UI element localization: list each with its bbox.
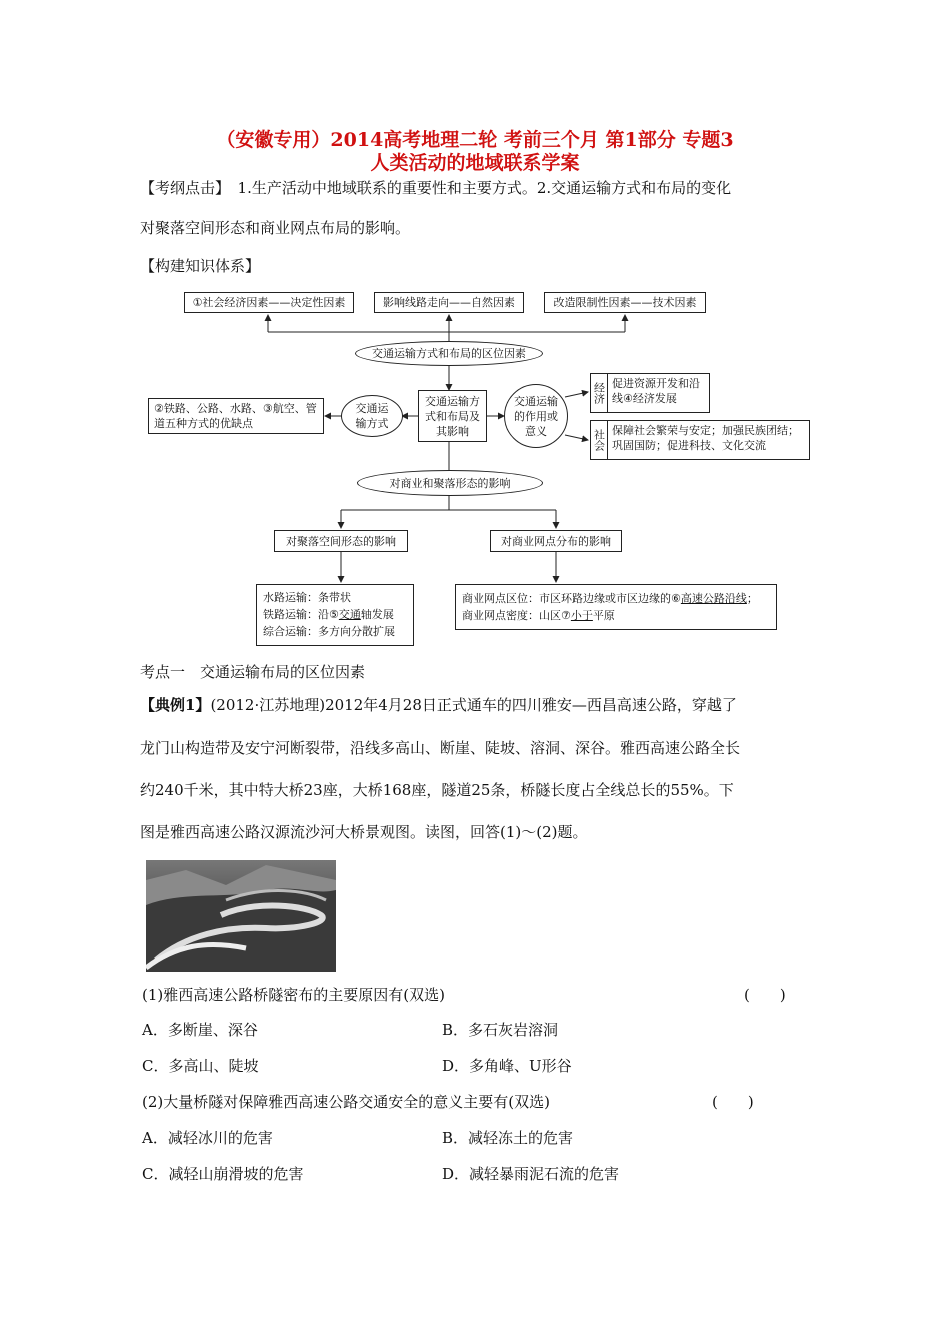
outline-line2: 对聚落空间形态和商业网点布局的影响。 bbox=[140, 219, 411, 237]
commerce-density-prefix: 商业网点密度：山区⑦ bbox=[462, 609, 571, 622]
factor-social-economic: ①社会经济因素——决定性因素 bbox=[184, 292, 354, 313]
economic-text: 促进资源开发和沿线④经济发展 bbox=[612, 377, 700, 405]
oval-commerce-settlement: 对商业和聚落形态的影响 bbox=[357, 470, 543, 496]
example-line3: 约240千米，其中特大桥23座，大桥168座，隧道25条，桥隧长度占全线总长的55%。下 bbox=[140, 781, 734, 799]
knowledge-label: 【构建知识体系】 bbox=[140, 257, 261, 275]
oval-location-factors: 交通运输方式和布局的区位因素 bbox=[355, 341, 543, 366]
settlement-impact-box: 对聚落空间形态的影响 bbox=[274, 530, 408, 552]
question2-option-c[interactable]: C．减轻山崩滑坡的危害 bbox=[142, 1165, 304, 1183]
economic-tag: 经济 bbox=[591, 374, 608, 412]
commerce-detail-box bbox=[455, 584, 777, 630]
question1-option-c[interactable]: C．多高山、陡坡 bbox=[142, 1057, 259, 1075]
commerce-location bbox=[462, 590, 770, 607]
transport-modes-box: ②铁路、公路、水路、③航空、管道五种方式的优缺点 bbox=[148, 398, 324, 434]
settlement-rail bbox=[263, 606, 407, 623]
economic-box bbox=[590, 373, 710, 413]
question2-option-b[interactable]: B．减轻冻土的危害 bbox=[442, 1129, 574, 1147]
social-text: 保障社会繁荣与安定；加强民族团结；巩固国防；促进科技、文化交流 bbox=[612, 424, 799, 452]
example-line4: 图是雅西高速公路汉源流沙河大桥景观图。读图，回答(1)～(2)题。 bbox=[140, 823, 588, 841]
example-text1: (2012·江苏地理)2012年4月28日正式通车的四川雅安—西昌高速公路，穿越了 bbox=[210, 696, 737, 714]
outline-text1: 1.生产活动中地域联系的重要性和主要方式。2.交通运输方式和布局的变化 bbox=[237, 179, 732, 197]
center-box: 交通运输方式和布局及其影响 bbox=[418, 390, 487, 442]
section-heading: 考点一 交通运输布局的区位因素 bbox=[140, 663, 366, 681]
commerce-density-answer: 小于 bbox=[570, 609, 593, 622]
oval-transport-modes: 交通运输方式 bbox=[341, 395, 403, 437]
factor-natural: 影响线路走向——自然因素 bbox=[374, 292, 524, 313]
outline-label: 【考纲点击】 bbox=[140, 179, 223, 197]
oval-transport-role: 交通运输的作用或意义 bbox=[504, 384, 568, 448]
document-title-line1: （安徽专用）2014高考地理二轮 考前三个月 第1部分 专题3 bbox=[216, 129, 734, 151]
social-tag: 社会 bbox=[591, 421, 608, 459]
settlement-rail-prefix: 铁路运输：沿⑤ bbox=[263, 608, 339, 621]
settlement-water: 水路运输：条带状 bbox=[263, 591, 351, 604]
settlement-combined: 综合运输：多方向分散扩展 bbox=[263, 625, 395, 638]
example-label: 【典例1】 bbox=[140, 696, 211, 714]
question2-answer-bracket[interactable]: ( ) bbox=[712, 1093, 754, 1111]
commerce-density bbox=[462, 607, 770, 624]
question1-answer-bracket[interactable]: ( ) bbox=[744, 986, 786, 1004]
example-line1 bbox=[140, 695, 820, 715]
settlement-rail-suffix: 轴发展 bbox=[360, 608, 394, 621]
commerce-location-prefix: 商业网点区位：市区环路边缘或市区边缘的⑥ bbox=[462, 592, 681, 605]
commerce-location-answer: 高速公路沿线 bbox=[680, 592, 747, 605]
highway-bridge-photo bbox=[146, 860, 336, 972]
settlement-rail-answer: 交通 bbox=[338, 608, 361, 621]
commerce-impact-box: 对商业网点分布的影响 bbox=[490, 530, 622, 552]
question1-option-d[interactable]: D．多角峰、U形谷 bbox=[442, 1057, 572, 1075]
commerce-density-suffix: 平原 bbox=[592, 609, 615, 622]
question1-option-b[interactable]: B．多石灰岩溶洞 bbox=[442, 1021, 559, 1039]
settlement-detail-box bbox=[256, 584, 414, 646]
document-title-line2: 人类活动的地域联系学案 bbox=[370, 152, 580, 174]
photo-drawing bbox=[146, 860, 336, 972]
question1-option-a[interactable]: A．多断崖、深谷 bbox=[142, 1021, 258, 1039]
commerce-location-suffix: ； bbox=[746, 592, 758, 605]
social-box bbox=[590, 420, 810, 460]
example-line2: 龙门山构造带及安宁河断裂带，沿线多高山、断崖、陡坡、溶洞、深谷。雅西高速公路全长 bbox=[140, 739, 741, 757]
question2-option-d[interactable]: D．减轻暴雨泥石流的危害 bbox=[442, 1165, 620, 1183]
question2-option-a[interactable]: A．减轻冰川的危害 bbox=[142, 1129, 273, 1147]
factor-technical: 改造限制性因素——技术因素 bbox=[544, 292, 706, 313]
question2-stem: (2)大量桥隧对保障雅西高速公路交通安全的意义主要有(双选) bbox=[142, 1093, 550, 1111]
question1-stem: (1)雅西高速公路桥隧密布的主要原因有(双选) bbox=[142, 986, 445, 1004]
